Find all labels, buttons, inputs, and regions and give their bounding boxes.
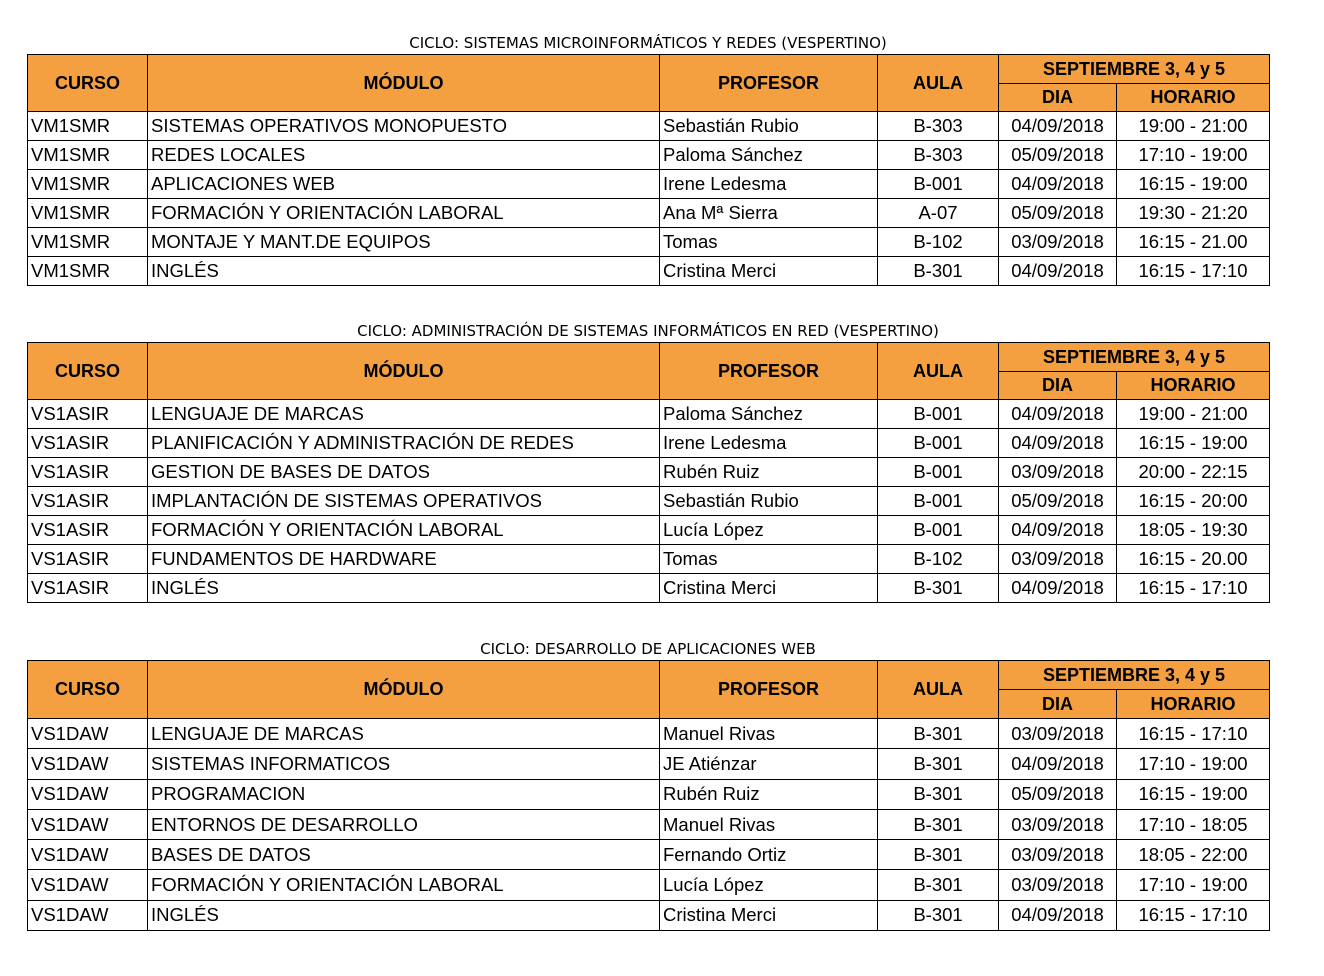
table-row [28,779,1270,809]
header-row [28,661,1270,690]
header-fechas: SEPTIEMBRE 3, 4 y 5 [999,661,1270,690]
cell-aula: B-301 [878,574,999,603]
cell-curso: VM1SMR [28,257,148,286]
table-row [28,809,1270,839]
cell-aula: B-301 [878,870,999,900]
ciclo-title: CICLO: DESARROLLO DE APLICACIONES WEB [480,640,816,658]
cell-profesor: Lucía López [660,870,878,900]
cell-profesor: Rubén Ruiz [660,458,878,487]
cell-modulo: INGLÉS [148,574,660,603]
table-row [28,112,1270,141]
table-row [28,749,1270,779]
header-dia: DIA [999,372,1117,400]
cell-curso: VS1DAW [28,719,148,749]
cell-curso: VS1ASIR [28,545,148,574]
header-modulo: MÓDULO [148,55,660,112]
cell-modulo: FORMACIÓN Y ORIENTACIÓN LABORAL [148,870,660,900]
cell-curso: VS1ASIR [28,487,148,516]
cell-horario: 19:00 - 21:00 [1117,112,1270,141]
cell-aula: B-301 [878,900,999,930]
cell-curso: VS1ASIR [28,574,148,603]
cell-horario: 16:15 - 17:10 [1117,257,1270,286]
cell-modulo: PROGRAMACION [148,779,660,809]
cell-profesor: Tomas [660,545,878,574]
cell-aula: B-001 [878,458,999,487]
cell-aula: A-07 [878,199,999,228]
cell-aula: B-301 [878,840,999,870]
header-fechas: SEPTIEMBRE 3, 4 y 5 [999,343,1270,372]
cell-profesor: Paloma Sánchez [660,400,878,429]
cell-aula: B-301 [878,719,999,749]
ciclo-section [27,640,1269,931]
cell-aula: B-001 [878,429,999,458]
cell-dia: 04/09/2018 [999,900,1117,930]
cell-horario: 16:15 - 20.00 [1117,545,1270,574]
cell-curso: VM1SMR [28,228,148,257]
cell-modulo: MONTAJE Y MANT.DE EQUIPOS [148,228,660,257]
cell-horario: 16:15 - 17:10 [1117,719,1270,749]
cell-profesor: Sebastián Rubio [660,487,878,516]
cell-aula: B-303 [878,141,999,170]
cell-profesor: Manuel Rivas [660,719,878,749]
cell-modulo: INGLÉS [148,257,660,286]
table-row [28,900,1270,930]
cell-curso: VS1DAW [28,809,148,839]
cell-profesor: Rubén Ruiz [660,779,878,809]
cell-curso: VS1DAW [28,840,148,870]
cell-horario: 17:10 - 18:05 [1117,809,1270,839]
header-aula: AULA [878,661,999,719]
cell-profesor: JE Atiénzar [660,749,878,779]
header-horario: HORARIO [1117,690,1270,719]
schedule-table [27,660,1270,931]
ciclo-section [27,322,1269,603]
cell-dia: 04/09/2018 [999,429,1117,458]
cell-modulo: PLANIFICACIÓN Y ADMINISTRACIÓN DE REDES [148,429,660,458]
cell-dia: 05/09/2018 [999,141,1117,170]
cell-dia: 05/09/2018 [999,199,1117,228]
table-row [28,141,1270,170]
cell-horario: 16:15 - 17:10 [1117,900,1270,930]
ciclo-title: CICLO: SISTEMAS MICROINFORMÁTICOS Y REDES (VESPERTINO) [409,34,887,52]
cell-dia: 03/09/2018 [999,719,1117,749]
header-modulo: MÓDULO [148,661,660,719]
table-row [28,400,1270,429]
cell-aula: B-001 [878,170,999,199]
cell-aula: B-301 [878,257,999,286]
table-row [28,487,1270,516]
cell-horario: 16:15 - 19:00 [1117,170,1270,199]
header-profesor: PROFESOR [660,343,878,400]
header-modulo: MÓDULO [148,343,660,400]
cell-modulo: FUNDAMENTOS DE HARDWARE [148,545,660,574]
table-row [28,840,1270,870]
table-row [28,257,1270,286]
cell-aula: B-102 [878,228,999,257]
header-curso: CURSO [28,661,148,719]
table-row [28,429,1270,458]
cell-horario: 16:15 - 21.00 [1117,228,1270,257]
table-row [28,516,1270,545]
cell-curso: VM1SMR [28,141,148,170]
cell-aula: B-001 [878,400,999,429]
header-dia: DIA [999,84,1117,112]
cell-dia: 03/09/2018 [999,809,1117,839]
cell-dia: 04/09/2018 [999,749,1117,779]
cell-profesor: Irene Ledesma [660,170,878,199]
table-row [28,719,1270,749]
cell-horario: 18:05 - 22:00 [1117,840,1270,870]
cell-horario: 18:05 - 19:30 [1117,516,1270,545]
cell-aula: B-301 [878,779,999,809]
table-row [28,199,1270,228]
table-row [28,545,1270,574]
cell-horario: 19:00 - 21:00 [1117,400,1270,429]
header-curso: CURSO [28,55,148,112]
cell-modulo: SISTEMAS OPERATIVOS MONOPUESTO [148,112,660,141]
ciclo-section [27,34,1269,286]
cell-dia: 04/09/2018 [999,400,1117,429]
header-row [28,55,1270,84]
cell-profesor: Paloma Sánchez [660,141,878,170]
cell-modulo: SISTEMAS INFORMATICOS [148,749,660,779]
cell-curso: VS1DAW [28,779,148,809]
schedule-table [27,342,1270,603]
cell-curso: VM1SMR [28,112,148,141]
cell-dia: 04/09/2018 [999,170,1117,199]
table-row [28,870,1270,900]
cell-horario: 19:30 - 21:20 [1117,199,1270,228]
cell-dia: 04/09/2018 [999,112,1117,141]
cell-dia: 04/09/2018 [999,257,1117,286]
cell-curso: VS1DAW [28,749,148,779]
cell-aula: B-001 [878,516,999,545]
cell-curso: VS1ASIR [28,429,148,458]
cell-aula: B-301 [878,809,999,839]
cell-modulo: LENGUAJE DE MARCAS [148,400,660,429]
cell-modulo: IMPLANTACIÓN DE SISTEMAS OPERATIVOS [148,487,660,516]
cell-dia: 05/09/2018 [999,487,1117,516]
cell-modulo: LENGUAJE DE MARCAS [148,719,660,749]
cell-dia: 05/09/2018 [999,779,1117,809]
cell-curso: VM1SMR [28,170,148,199]
table-row [28,458,1270,487]
ciclo-title: CICLO: ADMINISTRACIÓN DE SISTEMAS INFORMÁTICOS EN RED (VESPERTINO) [357,322,939,340]
cell-dia: 03/09/2018 [999,545,1117,574]
table-row [28,574,1270,603]
header-horario: HORARIO [1117,372,1270,400]
cell-horario: 16:15 - 19:00 [1117,429,1270,458]
header-fechas: SEPTIEMBRE 3, 4 y 5 [999,55,1270,84]
cell-curso: VM1SMR [28,199,148,228]
cell-profesor: Cristina Merci [660,257,878,286]
header-row [28,343,1270,372]
table-row [28,170,1270,199]
header-profesor: PROFESOR [660,661,878,719]
table-row [28,228,1270,257]
cell-modulo: INGLÉS [148,900,660,930]
header-horario: HORARIO [1117,84,1270,112]
cell-profesor: Cristina Merci [660,574,878,603]
cell-modulo: FORMACIÓN Y ORIENTACIÓN LABORAL [148,199,660,228]
cell-horario: 20:00 - 22:15 [1117,458,1270,487]
cell-aula: B-001 [878,487,999,516]
cell-dia: 04/09/2018 [999,516,1117,545]
header-curso: CURSO [28,343,148,400]
cell-dia: 03/09/2018 [999,840,1117,870]
cell-aula: B-303 [878,112,999,141]
cell-dia: 03/09/2018 [999,458,1117,487]
cell-modulo: BASES DE DATOS [148,840,660,870]
cell-dia: 04/09/2018 [999,574,1117,603]
cell-curso: VS1DAW [28,900,148,930]
cell-curso: VS1ASIR [28,458,148,487]
header-aula: AULA [878,343,999,400]
cell-aula: B-301 [878,749,999,779]
cell-modulo: GESTION DE BASES DE DATOS [148,458,660,487]
cell-horario: 16:15 - 20:00 [1117,487,1270,516]
cell-curso: VS1ASIR [28,516,148,545]
cell-profesor: Manuel Rivas [660,809,878,839]
cell-horario: 17:10 - 19:00 [1117,870,1270,900]
cell-profesor: Sebastián Rubio [660,112,878,141]
header-dia: DIA [999,690,1117,719]
cell-modulo: REDES LOCALES [148,141,660,170]
cell-horario: 17:10 - 19:00 [1117,749,1270,779]
cell-aula: B-102 [878,545,999,574]
cell-profesor: Ana Mª Sierra [660,199,878,228]
cell-curso: VS1DAW [28,870,148,900]
cell-profesor: Fernando Ortiz [660,840,878,870]
cell-horario: 16:15 - 19:00 [1117,779,1270,809]
cell-profesor: Irene Ledesma [660,429,878,458]
cell-horario: 16:15 - 17:10 [1117,574,1270,603]
cell-modulo: ENTORNOS DE DESARROLLO [148,809,660,839]
cell-modulo: APLICACIONES WEB [148,170,660,199]
cell-dia: 03/09/2018 [999,228,1117,257]
cell-curso: VS1ASIR [28,400,148,429]
cell-modulo: FORMACIÓN Y ORIENTACIÓN LABORAL [148,516,660,545]
cell-horario: 17:10 - 19:00 [1117,141,1270,170]
schedule-table [27,54,1270,286]
cell-dia: 03/09/2018 [999,870,1117,900]
cell-profesor: Cristina Merci [660,900,878,930]
header-aula: AULA [878,55,999,112]
cell-profesor: Lucía López [660,516,878,545]
header-profesor: PROFESOR [660,55,878,112]
cell-profesor: Tomas [660,228,878,257]
